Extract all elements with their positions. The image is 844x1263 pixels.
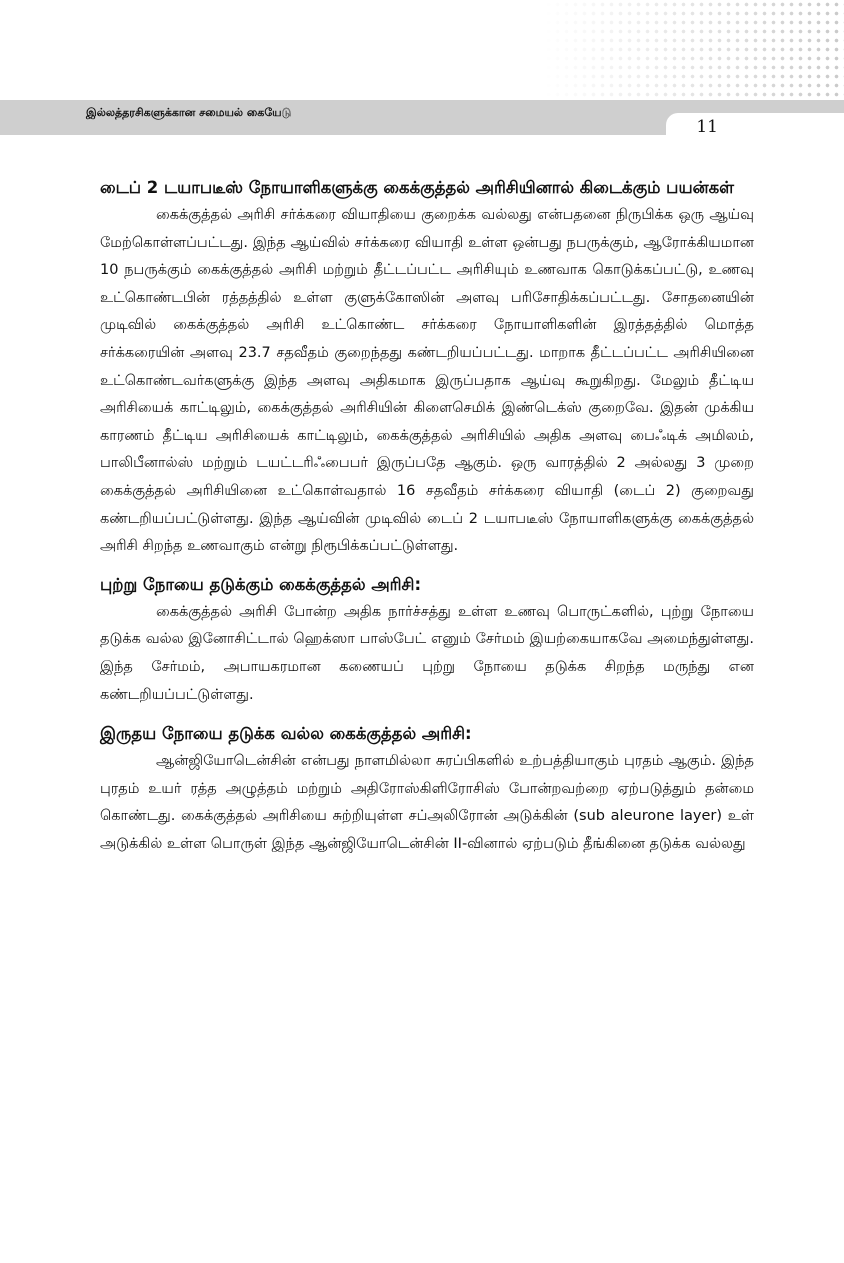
section-heading: புற்று நோயை தடுக்கும் கைக்குத்தல் அரிசி: <box>100 574 422 594</box>
section-heading: இருதய நோயை தடுக்க வல்ல கைக்குத்தல் அரிசி: <box>100 724 472 744</box>
section-paragraph: கைக்குத்தல் அரிசி போன்ற அதிக நார்ச்சத்து உள்ள உணவு பொருட்களில், புற்று நோயை தடுக்க வல்ல இனோசிட்டால் ஹெக்ஸா பாஸ்பேட் எனும் சேர்மம் இயற்கையாகவே அமைந்துள்ளது. இந்த சேர்மம், அபாயகரமான கணையப் புற்று நோயை தடுக்க சிறந்த மருந்து என கண்டறியப்பட்டுள்ளது. <box>100 603 754 703</box>
section-heading: டைப் 2 டயாபடீஸ் நோயாளிகளுக்கு கைக்குத்தல் அரிசியினால் கிடைக்கும் பயன்கள் <box>100 178 735 197</box>
section-cancer <box>100 571 754 709</box>
page-number-tab <box>666 113 844 151</box>
running-title: இல்லத்தரசிகளுக்கான சமையல் கையேடு <box>86 106 292 119</box>
page-number: 11 <box>696 117 718 137</box>
section-heart <box>100 720 754 858</box>
section-diabetes <box>100 174 754 561</box>
section-paragraph: ஆன்ஜியோடென்சின் என்பது நாளமில்லா சுரப்பிகளில் உற்பத்தியாகும் புரதம் ஆகும். இந்த புரதம் உயர் ரத்த அழுத்தம் மற்றும் அதிரோஸ்கிளிரோசிஸ் போன்றவற்றை ஏற்படுத்தும் தன்மை கொண்டது. கைக்குத்தல் அரிசியை சுற்றியுள்ள சப்அலிரோன் அடுக்கின் (sub aleurone layer) உள் அடுக்கில் உள்ள பொருள் இந்த ஆன்ஜியோடென்சின் II-வினால் ஏற்படும் தீங்கினை தடுக்க வல்லது <box>100 753 754 852</box>
page-content <box>100 174 754 858</box>
halftone-dot-pattern <box>544 0 844 100</box>
section-paragraph: கைக்குத்தல் அரிசி சர்க்கரை வியாதியை குறைக்க வல்லது என்பதனை நிருபிக்க ஒரு ஆய்வு மேற்கொள்ளப்பட்டது. இந்த ஆய்வில் சர்க்கரை வியாதி உள்ள ஒன்பது நபருக்கும், ஆரோக்கியமான 10 நபருக்கும் கைக்குத்தல் அரிசி மற்றும் தீட்டப்பட்ட அரிசியும் உணவாக கொடுக்கப்பட்டு, உணவு உட்கொண்டபின் ரத்தத்தில் உள்ள குளுக்கோஸின் அளவு பரிசோதிக்கப்பட்டது. சோதனையின் முடிவில் கைக்குத்தல் அரிசி உட்கொண்ட சர்க்கரை நோயாளிகளின் இரத்தத்தில் மொத்த சர்க்கரையின் அளவு 23.7 சதவீதம் குறைந்தது கண்டறியப்பட்டது. மாறாக தீட்டப்பட்ட அரிசியினை உட்கொண்டவர்களுக்கு இந்த அளவு அதிகமாக இருப்பதாக ஆய்வு கூறுகிறது. மேலும் தீட்டிய அரிசியைக் காட்டிலும், கைக்குத்தல் அரிசியின் கிளைசெமிக் இண்டெக்ஸ் குறைவே. இதன் முக்கிய காரணம் தீட்டிய அரிசியைக் காட்டிலும், கைக்குத்தல் அரிசியில் அதிக அளவு பைஃடிக் அமிலம், பாலிபீனால்ஸ் மற்றும் டயட்டரிஃபைபர் இருப்பதே ஆகும். ஒரு வாரத்தில் 2 அல்லது 3 முறை கைக்குத்தல் அரிசியினை உட்கொள்வதால் 16 சதவீதம் சர்க்கரை வியாதி (டைப் 2) குறைவது கண்டறியப்பட்டுள்ளது. இந்த ஆய்வின் முடிவில் டைப் 2 டயாபடீஸ் நோயாளிகளுக்கு கைக்குத்தல் அரிசி சிறந்த உணவாகும் என்று நிரூபிக்கப்பட்டுள்ளது. <box>100 207 754 555</box>
